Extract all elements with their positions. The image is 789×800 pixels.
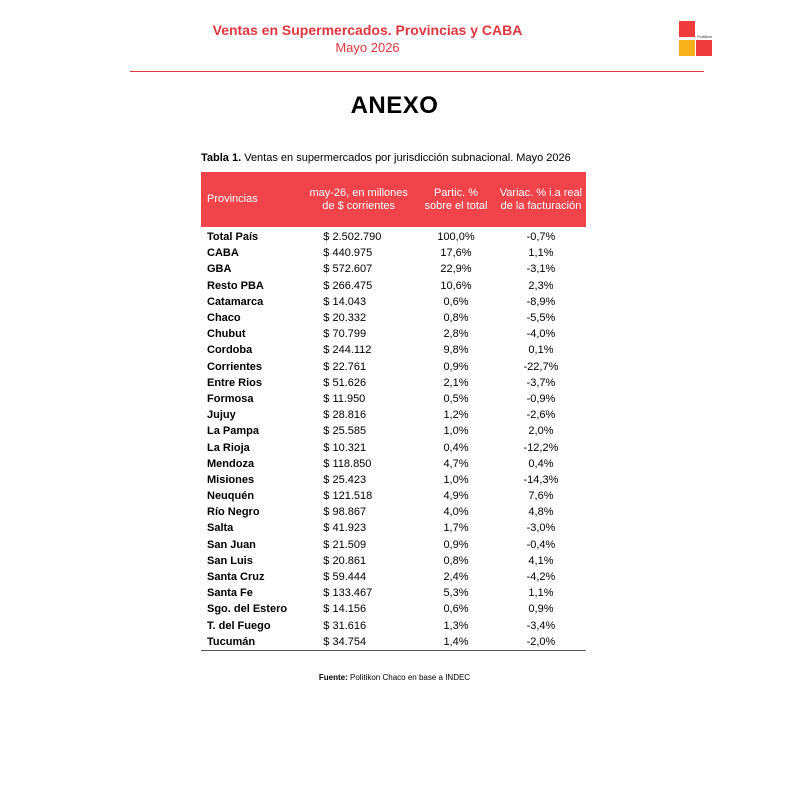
share-cell: 0,9% bbox=[443, 538, 469, 551]
province-cell: CABA bbox=[207, 247, 239, 260]
province-cell: La Rioja bbox=[207, 441, 250, 454]
report-subtitle: Mayo 2026 bbox=[335, 40, 400, 55]
sales-cell: $ 20.332 bbox=[323, 312, 367, 325]
share-cell: 2,4% bbox=[443, 571, 469, 584]
table-caption-text: Ventas en supermercados por jurisdicción subnacional. Mayo 2026 bbox=[241, 152, 571, 164]
change-cell: 4,8% bbox=[528, 506, 554, 519]
share-cell: 0,9% bbox=[443, 360, 469, 373]
change-cell: 0,9% bbox=[528, 603, 554, 616]
sales-cell: $ 244.112 bbox=[323, 344, 372, 357]
sales-table bbox=[201, 172, 586, 651]
sales-cell: $ 14.156 bbox=[323, 603, 367, 616]
table-row bbox=[201, 359, 586, 375]
logo-text: Politikon bbox=[697, 34, 713, 39]
table-row bbox=[201, 294, 586, 310]
change-cell: -12,2% bbox=[523, 441, 559, 454]
table-row bbox=[201, 553, 586, 569]
sales-cell: $ 2.502.790 bbox=[323, 231, 382, 244]
province-cell: San Juan bbox=[207, 538, 256, 551]
table-row bbox=[201, 537, 586, 553]
province-cell: Chubut bbox=[207, 328, 246, 341]
province-cell: Total País bbox=[207, 231, 259, 244]
province-cell: Sgo. del Estero bbox=[207, 603, 288, 616]
sales-cell: $ 31.616 bbox=[323, 619, 367, 632]
column-header-share: Partic. % sobre el total bbox=[416, 172, 496, 227]
annex-heading: ANEXO bbox=[350, 92, 439, 119]
share-cell: 2,1% bbox=[443, 376, 469, 389]
change-cell: 1,1% bbox=[528, 587, 554, 600]
table-row bbox=[201, 488, 586, 504]
change-cell: -14,3% bbox=[523, 473, 559, 486]
province-cell: Formosa bbox=[207, 392, 254, 405]
change-cell: 0,1% bbox=[528, 344, 554, 357]
share-cell: 4,9% bbox=[443, 490, 469, 503]
share-cell: 1,4% bbox=[416, 634, 496, 651]
table-row bbox=[201, 618, 586, 634]
province-cell: Catamarca bbox=[207, 295, 264, 308]
sales-cell: $ 34.754 bbox=[301, 634, 416, 651]
share-cell: 0,8% bbox=[443, 554, 469, 567]
change-cell: -3,0% bbox=[526, 522, 556, 535]
table-row bbox=[201, 601, 586, 617]
change-cell: -3,1% bbox=[526, 263, 556, 276]
sales-cell: $ 572.607 bbox=[323, 263, 373, 276]
sales-cell: $ 121.518 bbox=[323, 490, 373, 503]
share-cell: 0,6% bbox=[443, 603, 469, 616]
sales-cell: $ 98.867 bbox=[323, 506, 367, 519]
share-cell: 22,9% bbox=[440, 263, 472, 276]
sales-cell: $ 11.950 bbox=[323, 392, 366, 405]
share-cell: 10,6% bbox=[440, 279, 472, 292]
table-row bbox=[201, 261, 586, 277]
share-cell: 1,0% bbox=[443, 425, 469, 438]
table-caption-label: Tabla 1. bbox=[201, 152, 242, 164]
table-body bbox=[201, 227, 586, 650]
logo-square-red-top bbox=[679, 21, 695, 37]
table-row bbox=[201, 310, 586, 326]
sales-cell: $ 25.585 bbox=[323, 425, 367, 438]
sales-cell: $ 133.467 bbox=[323, 587, 373, 600]
province-cell: Entre Rios bbox=[207, 376, 263, 389]
province-cell: San Luis bbox=[207, 554, 253, 567]
change-cell: -8,9% bbox=[526, 295, 556, 308]
province-cell: Neuquén bbox=[207, 490, 255, 503]
province-cell: Resto PBA bbox=[207, 279, 264, 292]
share-cell: 100,0% bbox=[437, 231, 475, 244]
province-cell: Río Negro bbox=[207, 506, 260, 519]
change-cell: 1,1% bbox=[528, 247, 554, 260]
change-cell: -4,2% bbox=[526, 571, 556, 584]
change-cell: -5,5% bbox=[526, 312, 556, 325]
logo-square-red-bottom bbox=[696, 40, 712, 56]
sales-cell: $ 25.423 bbox=[323, 473, 367, 486]
share-cell: 2,8% bbox=[443, 328, 469, 341]
table-row bbox=[201, 278, 586, 294]
change-cell: -0,4% bbox=[526, 538, 556, 551]
table-row bbox=[201, 439, 586, 455]
province-cell: Tucumán bbox=[201, 634, 301, 651]
table-row bbox=[201, 456, 586, 472]
table-row bbox=[201, 407, 586, 423]
province-cell: Mendoza bbox=[207, 457, 255, 470]
change-cell: -4,0% bbox=[526, 328, 556, 341]
sales-cell: $ 59.444 bbox=[323, 571, 367, 584]
table-row bbox=[201, 391, 586, 407]
table-row bbox=[201, 326, 586, 342]
share-cell: 0,8% bbox=[443, 312, 469, 325]
share-cell: 1,7% bbox=[443, 522, 469, 535]
share-cell: 4,7% bbox=[443, 457, 469, 470]
province-cell: La Pampa bbox=[207, 425, 259, 438]
share-cell: 1,0% bbox=[443, 473, 469, 486]
change-cell: -22,7% bbox=[523, 360, 559, 373]
politikon-logo bbox=[679, 21, 719, 59]
table-row bbox=[201, 520, 586, 536]
sales-cell: $ 10.321 bbox=[323, 441, 367, 454]
province-cell: Salta bbox=[207, 522, 234, 535]
province-cell: T. del Fuego bbox=[207, 619, 271, 632]
sales-cell: $ 41.923 bbox=[323, 522, 367, 535]
sales-cell: $ 21.509 bbox=[323, 538, 367, 551]
sales-cell: $ 440.975 bbox=[323, 247, 373, 260]
column-header-provinces: Provincias bbox=[201, 172, 301, 227]
table-row bbox=[201, 504, 586, 520]
share-cell: 4,0% bbox=[443, 506, 469, 519]
province-cell: GBA bbox=[207, 263, 232, 276]
change-cell: -2,6% bbox=[526, 409, 556, 422]
change-cell: -3,4% bbox=[526, 619, 556, 632]
change-cell: -2,0% bbox=[496, 634, 586, 651]
province-cell: Chaco bbox=[207, 312, 241, 325]
change-cell: -3,7% bbox=[526, 376, 556, 389]
province-cell: Jujuy bbox=[207, 409, 236, 422]
change-cell: 2,0% bbox=[528, 425, 554, 438]
header-divider bbox=[130, 71, 704, 72]
share-cell: 1,2% bbox=[443, 409, 469, 422]
table-row bbox=[201, 227, 586, 245]
sales-cell: $ 70.799 bbox=[323, 328, 367, 341]
province-cell: Cordoba bbox=[207, 344, 253, 357]
change-cell: 4,1% bbox=[528, 554, 554, 567]
change-cell: 2,3% bbox=[528, 279, 554, 292]
change-cell: -0,9% bbox=[526, 392, 556, 405]
sales-cell: $ 20.861 bbox=[323, 554, 367, 567]
share-cell: 1,3% bbox=[443, 619, 469, 632]
sales-cell: $ 118.850 bbox=[323, 457, 372, 470]
logo-square-yellow bbox=[679, 40, 695, 56]
table-row bbox=[201, 585, 586, 601]
province-cell: Santa Fe bbox=[207, 587, 253, 600]
province-cell: Corrientes bbox=[207, 360, 263, 373]
sales-cell: $ 28.816 bbox=[323, 409, 367, 422]
table-header-row bbox=[201, 172, 586, 227]
table-row bbox=[201, 423, 586, 439]
table-row bbox=[201, 569, 586, 585]
column-header-sales: may-26, en millones de $ corrientes bbox=[301, 172, 416, 227]
share-cell: 0,6% bbox=[443, 295, 469, 308]
sales-cell: $ 51.626 bbox=[323, 376, 367, 389]
table-caption bbox=[201, 152, 571, 164]
table-row bbox=[201, 342, 586, 358]
column-header-change: Variac. % i.a real de la facturación bbox=[496, 172, 586, 227]
share-cell: 5,3% bbox=[443, 587, 469, 600]
share-cell: 0,5% bbox=[443, 392, 469, 405]
source-label: Fuente: bbox=[318, 673, 348, 682]
table-row bbox=[201, 634, 586, 651]
share-cell: 0,4% bbox=[443, 441, 469, 454]
table-row bbox=[201, 375, 586, 391]
change-cell: 0,4% bbox=[528, 457, 554, 470]
table-row bbox=[201, 245, 586, 261]
source-note bbox=[0, 673, 789, 682]
share-cell: 9,8% bbox=[443, 344, 469, 357]
sales-cell: $ 22.761 bbox=[323, 360, 367, 373]
sales-cell: $ 14.043 bbox=[323, 295, 367, 308]
sales-cell: $ 266.475 bbox=[323, 279, 373, 292]
change-cell: 7,6% bbox=[528, 490, 554, 503]
province-cell: Misiones bbox=[207, 473, 255, 486]
province-cell: Santa Cruz bbox=[207, 571, 265, 584]
share-cell: 17,6% bbox=[440, 247, 472, 260]
change-cell: -0,7% bbox=[526, 231, 556, 244]
source-text: Politikon Chaco en base a INDEC bbox=[347, 673, 471, 682]
table-row bbox=[201, 472, 586, 488]
report-title: Ventas en Supermercados. Provincias y CABA bbox=[212, 22, 523, 38]
